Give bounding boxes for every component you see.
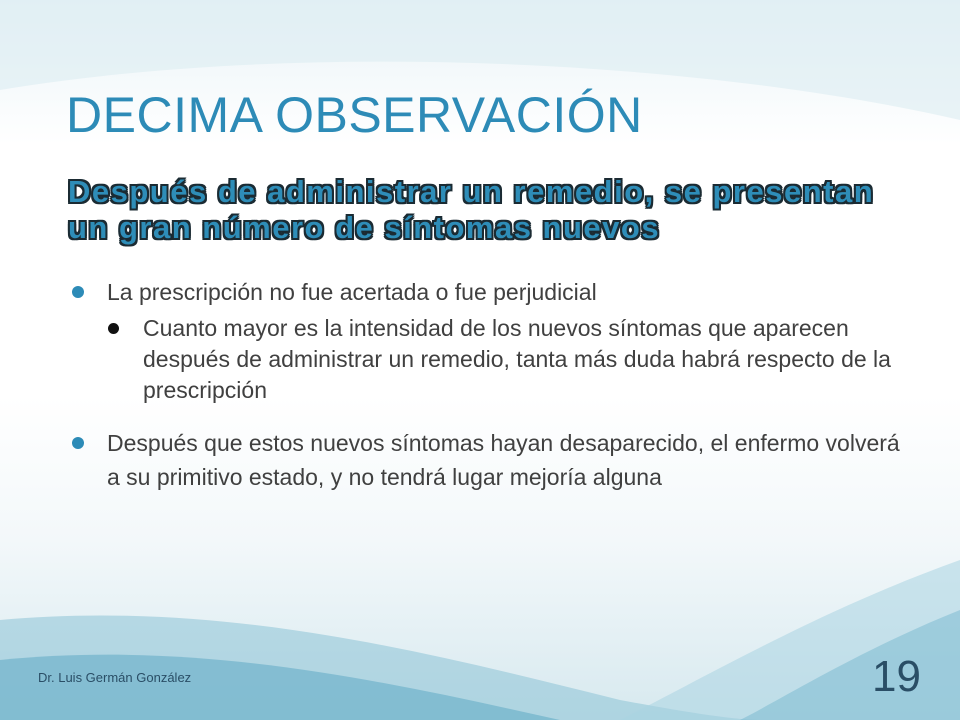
sub-bullet-item: [106, 313, 910, 406]
bullet-dot-icon: [72, 437, 84, 449]
bullet-item: [70, 275, 910, 309]
bullet-dot-icon: [108, 323, 119, 334]
bullet-text: Después que estos nuevos síntomas hayan desaparecido, el enfermo volverá a su primitivo estado, y no tendrá lugar mejoría alguna: [107, 430, 900, 490]
bullet-text: La prescripción no fue acertada o fue perjudicial: [107, 279, 597, 305]
bullet-item: [70, 426, 910, 494]
slide-subtitle: Después de administrar un remedio, se presentan un gran número de síntomas nuevos: [68, 174, 875, 245]
bullet-dot-icon: [72, 286, 84, 298]
page-number: 19: [872, 652, 921, 701]
slide-footer: Dr. Luis Germán González: [38, 670, 192, 685]
sub-bullet-text: Cuanto mayor es la intensidad de los nuevos síntomas que aparecen después de administrar un remedio, tanta más duda habrá respecto de la prescripción: [143, 315, 891, 403]
slide-title: DECIMA OBSERVACIÓN: [66, 87, 643, 143]
slide-content: [70, 275, 910, 494]
